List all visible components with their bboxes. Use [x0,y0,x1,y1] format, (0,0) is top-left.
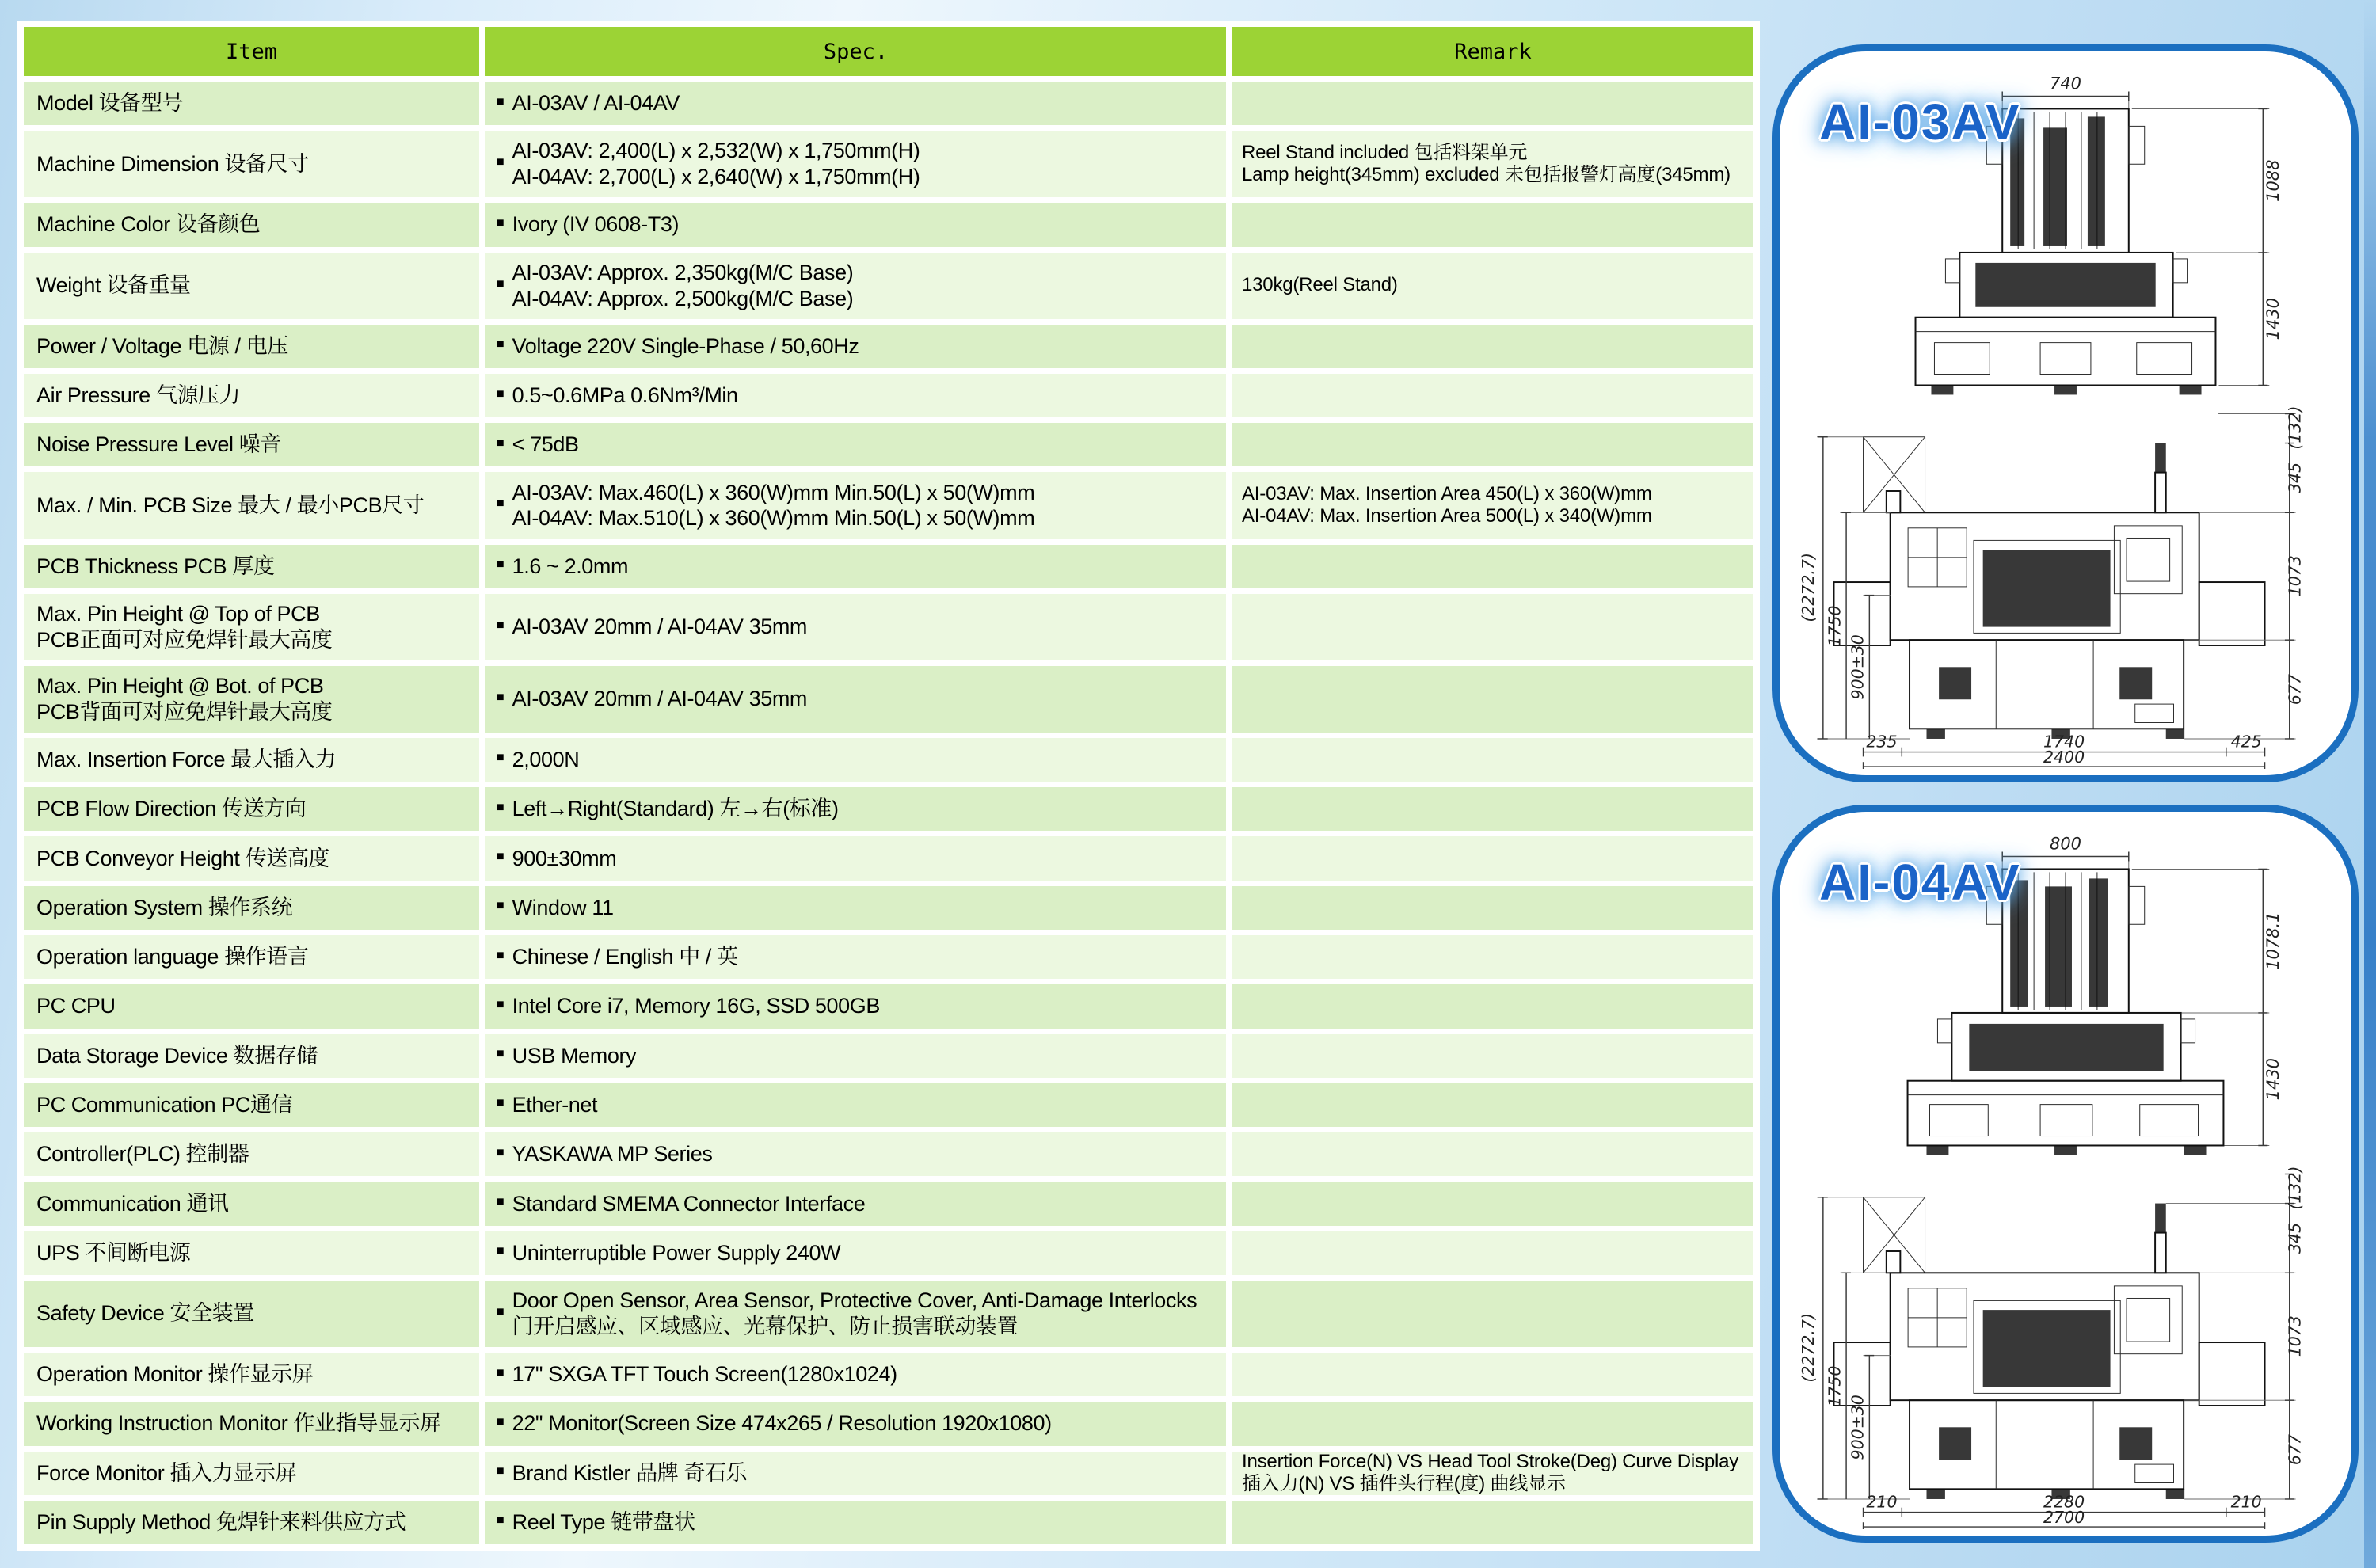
item-cell [24,1353,479,1396]
spec-cell [485,131,1226,197]
remark-cell [1232,836,1753,880]
dim-label: 900±30 [1848,1395,1868,1460]
spec-cell [485,666,1226,733]
spec-cell [485,1182,1226,1225]
item-cell [24,1182,479,1225]
dim-label: 1750 [1825,605,1845,647]
spec-cell-text: AI-03AV: 2,400(L) x 2,532(W) x 1,750mm(H) [512,139,920,163]
spec-cell [485,836,1226,880]
item-cell [24,472,479,539]
spec-cell-text: Uninterruptible Power Supply 240W [512,1240,841,1265]
item-cell [24,325,479,368]
dim-label: 425 [2230,732,2262,752]
item-cell [24,836,479,880]
bullet-icon: ■ [497,850,505,864]
item-cell [24,1034,479,1078]
spec-cell [485,1231,1226,1275]
item-cell-text: Machine Dimension 设备尺寸 [36,151,309,176]
table-row [24,1402,1753,1445]
bullet-icon: ■ [497,751,505,765]
item-cell-text: Working Instruction Monitor 作业指导显示屏 [36,1411,441,1436]
bullet-icon: ■ [497,1513,505,1528]
remark-cell [1232,1231,1753,1275]
remark-cell [1232,1353,1753,1396]
remark-cell [1232,1402,1753,1445]
bullet-icon: ■ [497,337,505,352]
remark-cell [1232,545,1753,588]
remark-cell [1232,886,1753,930]
item-cell [24,886,479,930]
item-cell [24,82,479,125]
dim-label: 1750 [1825,1365,1845,1407]
item-cell [24,1501,479,1544]
table-row [24,253,1753,319]
header-spec: Spec. [485,27,1226,76]
item-cell-text: Force Monitor 插入力显示屏 [36,1460,297,1485]
item-cell-text: UPS 不间断电源 [36,1240,191,1265]
spec-cell [485,545,1226,588]
remark-cell [1232,1452,1753,1495]
bullet-icon: ■ [497,94,505,108]
item-cell-text: Weight 设备重量 [36,273,191,298]
spec-cell-text: AI-03AV 20mm / AI-04AV 35mm [512,687,808,711]
table-row [24,594,1753,660]
item-cell-text: Noise Pressure Level 噪音 [36,432,281,457]
spec-cell-text: 1.6 ~ 2.0mm [512,554,629,578]
remark-cell-text: Reel Stand included 包括料架单元 [1242,141,1528,163]
item-cell-text: PCB Conveyor Height 传送高度 [36,846,330,870]
table-row [24,1083,1753,1127]
item-cell-text: Air Pressure 气源压力 [36,383,241,408]
table-row [24,886,1753,930]
dim-label: 677 [2285,1434,2305,1466]
side-view-drawing [1780,1159,2351,1529]
remark-cell [1232,1501,1753,1544]
spec-cell-text: Brand Kistler 品牌 奇石乐 [512,1460,748,1485]
bullet-icon: ■ [497,690,505,704]
remark-cell-text: 插入力(N) VS 插件头行程(度) 曲线显示 [1242,1473,1566,1495]
item-cell [24,787,479,831]
spec-cell-text: Voltage 220V Single-Phase / 50,60Hz [512,333,859,358]
spec-cell-text: AI-03AV: Approx. 2,350kg(M/C Base) [512,260,854,284]
remark-cell [1232,594,1753,660]
item-cell [24,984,479,1028]
spec-cell [485,82,1226,125]
dim-label: 235 [1866,732,1898,752]
spec-cell [485,1132,1226,1176]
remark-cell [1232,1034,1753,1078]
dim-label: 210 [2230,1492,2262,1512]
spec-cell-text: Left→Right(Standard) 左→右(标准) [512,797,839,821]
bullet-icon: ■ [497,1096,505,1110]
spec-cell-text: AI-03AV 20mm / AI-04AV 35mm [512,615,808,639]
table-row [24,131,1753,197]
item-cell [24,738,479,782]
table-row [24,1452,1753,1495]
item-cell [24,594,479,660]
item-cell [24,1231,479,1275]
dim-label: 1088 [2264,159,2283,202]
dim-label: 1073 [2285,555,2305,597]
machine-outline [1916,108,2216,394]
table-row [24,984,1753,1028]
remark-cell [1232,787,1753,831]
spec-cell [485,253,1226,319]
bullet-icon: ■ [497,1195,505,1209]
remark-cell [1232,1083,1753,1127]
remark-cell [1232,1132,1753,1176]
spec-cell-text: < 75dB [512,432,579,457]
drawing-panel-ai03av [1772,44,2359,782]
bullet-icon: ■ [497,497,505,511]
table-row [24,666,1753,733]
bullet-icon: ■ [497,1464,505,1479]
item-cell-text: Operation language 操作语言 [36,945,309,969]
remark-cell [1232,423,1753,466]
item-cell-text: Max. Pin Height @ Bot. of PCB [36,673,324,698]
remark-cell-text: Insertion Force(N) VS Head Tool Stroke(Deg) Curve Display [1242,1451,1739,1472]
table-row [24,423,1753,466]
table-row [24,325,1753,368]
dim-label: 800 [2050,834,2081,854]
spec-cell-text: AI-04AV: 2,700(L) x 2,640(W) x 1,750mm(H) [512,165,920,189]
table-row [24,1132,1753,1176]
bullet-icon: ■ [497,1047,505,1061]
remark-cell [1232,1281,1753,1347]
item-cell-text: PC CPU [36,994,116,1018]
dim-label: 1430 [2264,1058,2283,1101]
bullet-icon: ■ [497,800,505,814]
bullet-icon: ■ [497,1365,505,1380]
spec-cell-text: Ivory (IV 0608-T3) [512,212,680,237]
item-cell [24,1402,479,1445]
remark-cell [1232,253,1753,319]
spec-table [17,21,1760,1551]
machine-outline [1908,869,2224,1155]
spec-cell [485,374,1226,417]
spec-cell-text: Standard SMEMA Connector Interface [512,1191,866,1216]
spec-cell [485,1402,1226,1445]
item-cell-text: Max. Pin Height @ Top of PCB [36,601,320,626]
bullet-icon: ■ [497,386,505,401]
spec-cell-text: Intel Core i7, Memory 16G, SSD 500GB [512,994,880,1018]
table-row [24,787,1753,831]
item-cell-text: PCB背面可对应免焊针最大高度 [36,699,333,724]
spec-cell [485,1034,1226,1078]
bullet-icon: ■ [497,155,505,169]
spec-cell [485,472,1226,539]
bullet-icon: ■ [497,1414,505,1429]
item-cell [24,1281,479,1347]
spec-cell-text: AI-04AV: Max.510(L) x 360(W)mm Min.50(L) x 50(W)mm [512,506,1035,531]
item-cell-text: Max. Insertion Force 最大插入力 [36,748,337,772]
item-cell [24,423,479,466]
spec-cell-text: USB Memory [512,1043,637,1068]
remark-cell [1232,131,1753,197]
remark-cell [1232,1182,1753,1225]
dim-label: 345 [2285,1222,2305,1254]
front-dimensions [2002,835,2283,1146]
bullet-icon: ■ [497,558,505,572]
item-cell-text: PCB Flow Direction 传送方向 [36,797,307,821]
dim-label: 1078.1 [2264,911,2283,970]
table-row [24,1182,1753,1225]
table-row [24,82,1753,125]
dim-label: 677 [2285,674,2305,706]
item-cell-text: Controller(PLC) 控制器 [36,1142,249,1166]
dim-label: 1740 [2043,732,2085,752]
item-cell-text: Max. / Min. PCB Size 最大 / 最小PCB尺寸 [36,493,425,518]
spec-cell [485,1083,1226,1127]
item-cell-text: Operation System 操作系统 [36,895,293,919]
spec-cell-text: YASKAWA MP Series [512,1142,713,1166]
spec-cell-text: AI-03AV / AI-04AV [512,91,680,116]
table-row [24,836,1753,880]
page-edge-stripe [2364,0,2376,1568]
remark-cell [1232,203,1753,246]
bullet-icon: ■ [497,899,505,913]
bullet-icon: ■ [497,1304,505,1319]
item-cell-text: Operation Monitor 操作显示屏 [36,1362,314,1387]
dim-label: (2272.7) [1799,553,1818,622]
spec-cell-text: Window 11 [512,895,614,919]
table-row [24,203,1753,246]
item-cell [24,131,479,197]
item-cell-text: Communication 通讯 [36,1191,229,1216]
spec-cell-text: 17" SXGA TFT Touch Screen(1280x1024) [512,1362,897,1387]
spec-cell [485,423,1226,466]
spec-cell-text: 900±30mm [512,846,617,870]
item-cell [24,253,479,319]
item-cell [24,1132,479,1176]
table-row [24,1501,1753,1544]
remark-cell [1232,935,1753,979]
side-view-drawing [1780,398,2351,769]
spec-cell [485,1353,1226,1396]
table-row [24,1231,1753,1275]
item-cell [24,935,479,979]
machine-outline [1834,1197,2265,1499]
item-cell [24,1452,479,1495]
table-row [24,935,1753,979]
dim-label: 2400 [2043,748,2085,767]
bullet-icon: ■ [497,618,505,632]
panel-label-ai04av: AI-04AV [1819,854,2021,911]
dim-label: 900±30 [1848,634,1868,700]
remark-cell [1232,325,1753,368]
dim-label: 2700 [2043,1508,2085,1528]
bullet-icon: ■ [497,1145,505,1159]
spec-cell-text: 22" Monitor(Screen Size 474x265 / Resolution 1920x1080) [512,1411,1052,1436]
remark-cell [1232,374,1753,417]
item-cell-text: PC Communication PC通信 [36,1092,293,1117]
spec-cell-text: 2,000N [512,748,580,772]
item-cell-text: PCB正面可对应免焊针最大高度 [36,627,333,652]
item-cell [24,374,479,417]
remark-cell-text: AI-03AV: Max. Insertion Area 450(L) x 360(W)mm [1242,483,1652,505]
spec-cell [485,203,1226,246]
spec-cell [485,1501,1226,1544]
bullet-icon: ■ [497,997,505,1011]
spec-cell-text: AI-03AV: Max.460(L) x 360(W)mm Min.50(L) x 50(W)mm [512,480,1035,504]
bullet-icon: ■ [497,948,505,962]
item-cell-text: Safety Device 安全装置 [36,1301,254,1326]
dim-label: 1430 [2264,298,2283,341]
drawing-panel-ai04av [1772,805,2359,1543]
table-row [24,1353,1753,1396]
bullet-icon: ■ [497,215,505,230]
remark-cell-text: Lamp height(345mm) excluded 未包括报警灯高度(345mm) [1242,164,1731,186]
remark-cell [1232,472,1753,539]
header-remark: Remark [1232,27,1753,76]
spec-cell-text: 0.5~0.6MPa 0.6Nm³/Min [512,383,738,408]
header-item: Item [24,27,479,76]
remark-cell [1232,984,1753,1028]
bullet-icon: ■ [497,436,505,450]
table-header-row [24,27,1753,76]
machine-outline [1834,437,2265,739]
item-cell-text: Data Storage Device 数据存储 [36,1043,318,1068]
item-cell-text: Model 设备型号 [36,91,184,116]
item-cell-text: PCB Thickness PCB 厚度 [36,554,275,578]
bullet-icon: ■ [497,276,505,291]
panel-label-ai03av: AI-03AV [1819,93,2021,150]
table-row [24,374,1753,417]
table-row [24,738,1753,782]
table-body [24,82,1753,1544]
dim-label: 345 [2285,462,2305,493]
dim-label: (2272.7) [1799,1313,1818,1383]
spec-cell [485,787,1226,831]
dim-label: (132) [2285,405,2305,450]
spec-cell [485,325,1226,368]
spec-cell [485,738,1226,782]
dim-label: 740 [2050,74,2081,93]
item-cell-text: Pin Supply Method 免焊针来料供应方式 [36,1509,406,1534]
spec-cell-text: Door Open Sensor, Area Sensor, Protective Cover, Anti-Damage Interlocks [512,1288,1198,1313]
spec-cell [485,886,1226,930]
remark-cell [1232,82,1753,125]
dim-label: (132) [2285,1166,2305,1210]
remark-cell [1232,738,1753,782]
bullet-icon: ■ [497,1244,505,1258]
spec-cell [485,1281,1226,1347]
spec-cell [485,935,1226,979]
item-cell [24,1083,479,1127]
dim-label: 1073 [2285,1315,2305,1357]
spec-cell [485,984,1226,1028]
dim-label: 210 [1866,1492,1898,1512]
spec-cell [485,1452,1226,1495]
spec-cell-text: 门开启感应、区域感应、光幕保护、防止损害联动装置 [512,1314,1019,1338]
spec-cell-text: AI-04AV: Approx. 2,500kg(M/C Base) [512,286,854,310]
spec-cell [485,594,1226,660]
item-cell [24,666,479,733]
table-row [24,472,1753,539]
item-cell-text: Power / Voltage 电源 / 电压 [36,333,288,358]
remark-cell [1232,666,1753,733]
spec-cell-text: Ether-net [512,1092,598,1117]
table-row [24,1034,1753,1078]
table-row [24,1281,1753,1347]
dim-label: 2280 [2043,1492,2085,1512]
item-cell [24,203,479,246]
item-cell [24,545,479,588]
spec-cell-text: Reel Type 链带盘状 [512,1509,695,1534]
remark-cell-text: AI-04AV: Max. Insertion Area 500(L) x 340(W)mm [1242,505,1652,527]
table-row [24,545,1753,588]
item-cell-text: Machine Color 设备颜色 [36,212,261,237]
remark-cell-text: 130kg(Reel Stand) [1242,274,1398,296]
spec-cell-text: Chinese / English 中 / 英 [512,945,738,969]
